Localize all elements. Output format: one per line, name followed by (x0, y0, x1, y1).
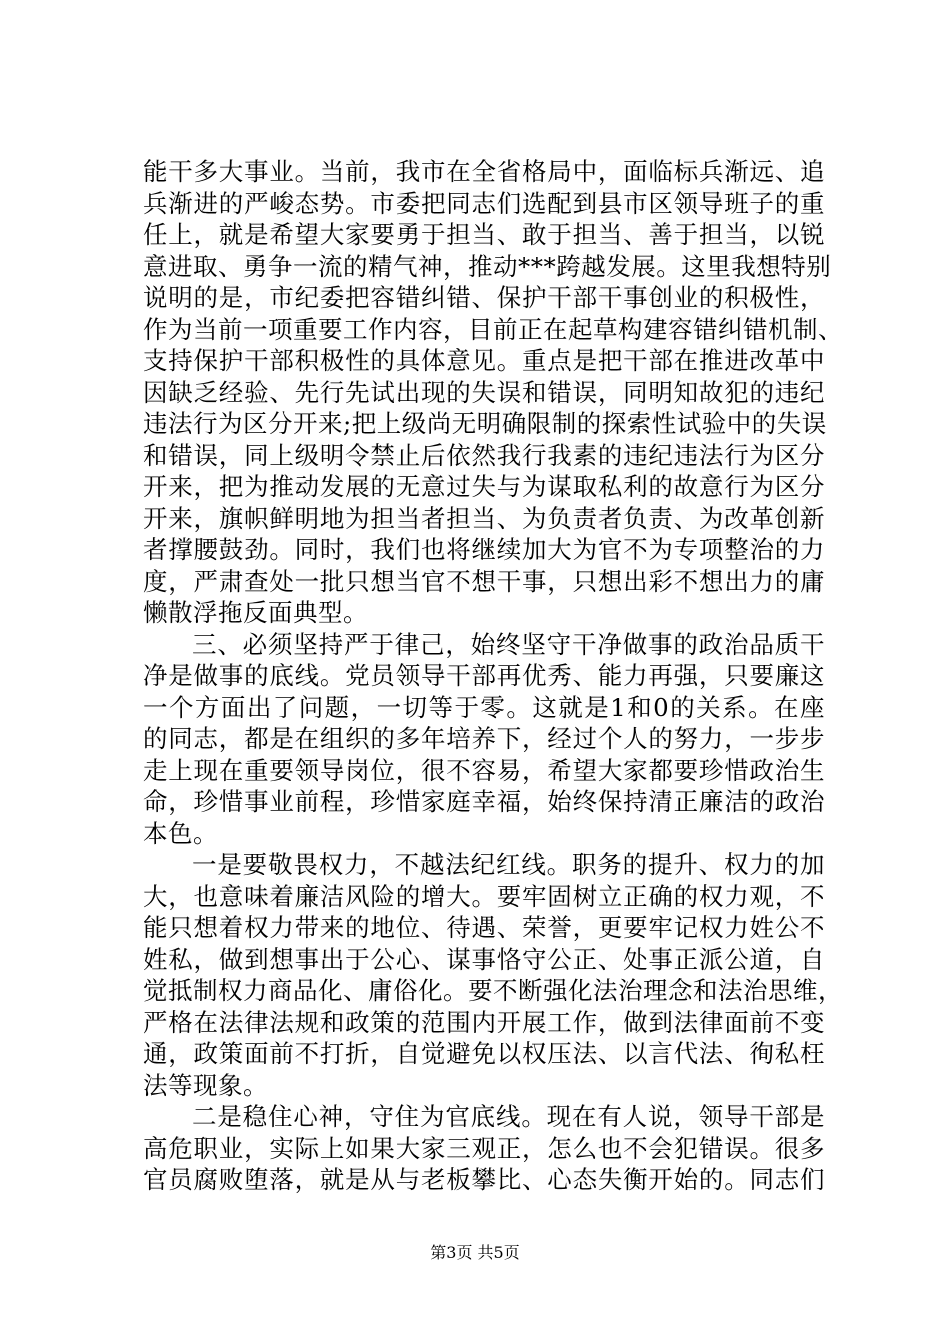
text-line: 说明的是，市纪委把容错纠错、保护干部干事创业的积极性， (143, 283, 825, 312)
text-line: 兵渐进的严峻态势。市委把同志们选配到县市区领导班子的重 (143, 188, 825, 218)
text-line: 法等现象。 (143, 1070, 268, 1100)
text-line: 和错误，同上级明令禁止后依然我行我素的违纪违法行为区分 (143, 440, 825, 470)
text-line: 严格在法律法规和政策的范围内开展工作，做到法律面前不变 (143, 1007, 825, 1037)
text-line: 能干多大事业。当前，我市在全省格局中，面临标兵渐远、追 (143, 157, 825, 186)
text-line: 能只想着权力带来的地位、待遇、荣誉，更要牢记权力姓公不 (143, 913, 825, 942)
text-line: 本色。 (143, 818, 218, 848)
text-line: 一是要敬畏权力，不越法纪红线。职务的提升、权力的加 (192, 850, 825, 879)
text-line: 通，政策面前不打折，自觉避免以权压法、以言代法、徇私枉 (143, 1039, 825, 1068)
text-line: 开来，把为推动发展的无意过失与为谋取私利的故意行为区分 (143, 472, 825, 501)
text-line: 的同志，都是在组织的多年培养下，经过个人的努力，一步步 (143, 724, 825, 753)
text-line: 命，珍惜事业前程，珍惜家庭幸福，始终保持清正廉洁的政治 (143, 787, 825, 816)
text-line: 觉抵制权力商品化、庸俗化。要不断强化法治理念和法治思维， (143, 976, 843, 1005)
document-body (143, 156, 843, 1196)
text-line: 度，严肃查处一批只想当官不想干事，只想出彩不想出力的庸 (143, 566, 825, 596)
text-line: 官员腐败堕落，就是从与老板攀比、心态失衡开始的。同志们 (143, 1165, 825, 1194)
text-line: 大，也意味着廉洁风险的增大。要牢固树立正确的权力观，不 (143, 881, 825, 911)
text-line: 支持保护干部积极性的具体意见。重点是把干部在推进改革中 (143, 346, 825, 375)
text-line: 作为当前一项重要工作内容，目前正在起草构建容错纠错机制、 (143, 314, 843, 344)
text-line: 开来，旗帜鲜明地为担当者担当、为负责者负责、为改革创新 (143, 503, 825, 533)
text-line: 二是稳住心神，守住为官底线。现在有人说，领导干部是 (192, 1102, 825, 1131)
text-line: 任上，就是希望大家要勇于担当、敢于担当、善于担当，以锐 (143, 220, 825, 249)
text-line: 高危职业，实际上如果大家三观正，怎么也不会犯错误。很多 (143, 1133, 825, 1163)
text-line: 三、必须坚持严于律己，始终坚守干净做事的政治品质干 (192, 629, 825, 659)
text-line: 一个方面出了问题，一切等于零。这就是1和0的关系。在座 (143, 692, 825, 722)
text-line: 因缺乏经验、先行先试出现的失误和错误，同明知故犯的违纪 (143, 377, 825, 407)
text-line: 净是做事的底线。党员领导干部再优秀、能力再强，只要廉这 (143, 661, 825, 690)
text-line: 姓私，做到想事出于公心、谋事恪守公正、处事正派公道，自 (143, 944, 825, 974)
text-line: 懒散浮拖反面典型。 (143, 598, 368, 627)
text-line: 意进取、勇争一流的精气神，推动***跨越发展。这里我想特别 (143, 251, 832, 281)
page-footer: 第3页 共5页 (430, 1243, 520, 1262)
text-line: 者撑腰鼓劲。同时，我们也将继续加大为官不为专项整治的力 (143, 535, 825, 564)
text-line: 走上现在重要领导岗位，很不容易，希望大家都要珍惜政治生 (143, 755, 825, 785)
text-line: 违法行为区分开来;把上级尚无明确限制的探索性试验中的失误 (143, 409, 827, 438)
